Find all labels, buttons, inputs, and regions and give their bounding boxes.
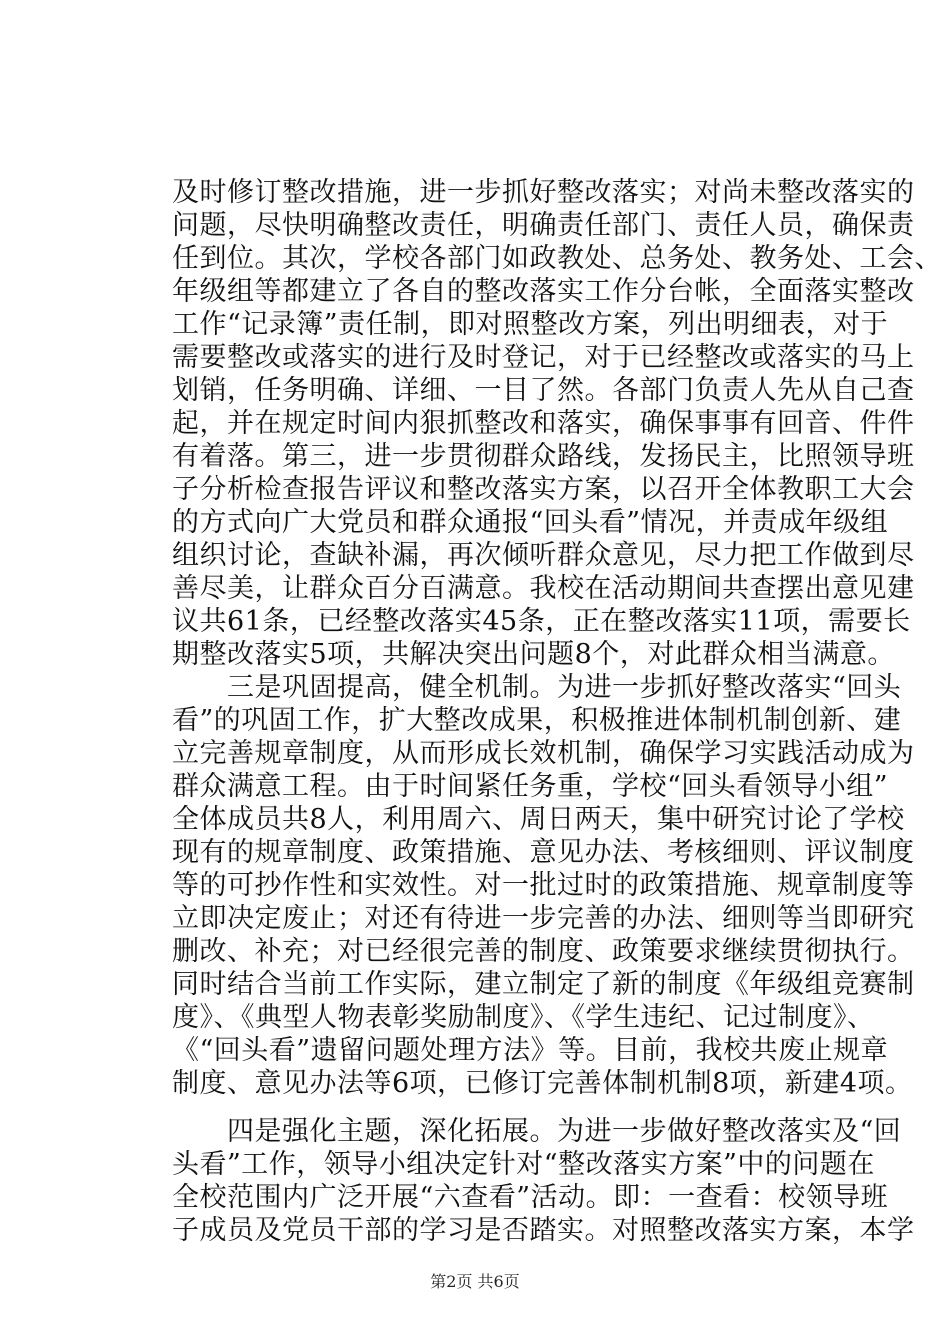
- body-text-line: 立完善规章制度，从而形成长效机制，确保学习实践活动成为: [172, 738, 915, 769]
- body-text-line: 群众满意工程。由于时间紧任务重，学校“回头看领导小组”: [172, 771, 889, 802]
- body-text-line: 子分析检查报告评议和整改落实方案，以召开全体教职工大会: [172, 474, 915, 505]
- body-text-line: 善尽美，让群众百分百满意。我校在活动期间共查摆出意见建: [172, 573, 915, 604]
- body-text-line: 等的可抄作性和实效性。对一批过时的政策措施、规章制度等: [172, 870, 915, 901]
- body-text-line: 问题，尽快明确整改责任，明确责任部门、责任人员，确保责: [172, 210, 915, 241]
- page-number-footer: 第2页 共6页: [430, 1272, 520, 1291]
- body-text-line: 删改、补充；对已经很完善的制度、政策要求继续贯彻执行。: [172, 936, 915, 967]
- body-text-line: 全体成员共8人，利用周六、周日两天，集中研究讨论了学校: [172, 804, 905, 835]
- body-text-line: 起，并在规定时间内狠抓整改和落实，确保事事有回音、件件: [172, 408, 915, 439]
- body-text-line: 头看”工作，领导小组决定针对“整改落实方案”中的问题在: [172, 1149, 875, 1180]
- body-text-line: 全校范围内广泛开展“六查看”活动。即：一查看：校领导班: [172, 1182, 889, 1213]
- body-text-line: 子成员及党员干部的学习是否踏实。对照整改落实方案，本学: [172, 1215, 915, 1246]
- body-text-line: 工作“记录簿”责任制，即对照整改方案，列出明细表，对于: [172, 309, 889, 340]
- body-text-line: 的方式向广大党员和群众通报“回头看”情况，并责成年级组: [172, 507, 889, 538]
- body-text-line: 四是强化主题，深化拓展。为进一步做好整改落实及“回: [172, 1116, 902, 1147]
- body-text-line: 议共61条，已经整改落实45条，正在整改落实11项，需要长: [172, 606, 911, 637]
- body-text-line: 立即决定废止；对还有待进一步完善的办法、细则等当即研究: [172, 903, 915, 934]
- body-text-line: 划销，任务明确、详细、一目了然。各部门负责人先从自己查: [172, 375, 915, 406]
- body-text-line: 有着落。第三，进一步贯彻群众路线，发扬民主，比照领导班: [172, 441, 915, 472]
- body-text-line: 制度、意见办法等6项，已修订完善体制机制8项，新建4项。: [172, 1068, 913, 1099]
- body-text-line: 年级组等都建立了各自的整改落实工作分台帐，全面落实整改: [172, 276, 915, 307]
- body-text-line: 同时结合当前工作实际，建立制定了新的制度《年级组竞赛制: [172, 969, 915, 1000]
- body-text-line: 需要整改或落实的进行及时登记，对于已经整改或落实的马上: [172, 342, 915, 373]
- body-text-line: 三是巩固提高，健全机制。为进一步抓好整改落实“回头: [172, 672, 902, 703]
- body-text-line: 及时修订整改措施，进一步抓好整改落实；对尚未整改落实的: [172, 177, 915, 208]
- body-text-line: 组织讨论，查缺补漏，再次倾听群众意见，尽力把工作做到尽: [172, 540, 915, 571]
- body-text-line: 期整改落实5项，共解决突出问题8个，对此群众相当满意。: [172, 639, 895, 670]
- body-text-line: 任到位。其次，学校各部门如政教处、总务处、教务处、工会、: [172, 243, 942, 274]
- body-text-line: 现有的规章制度、政策措施、意见办法、考核细则、评议制度: [172, 837, 915, 868]
- body-text-line: 《“回头看”遗留问题处理方法》等。目前，我校共废止规章: [172, 1035, 889, 1066]
- body-text-line: 度》、《典型人物表彰奖励制度》、《学生违纪、记过制度》、: [172, 1002, 875, 1033]
- body-text-line: 看”的巩固工作，扩大整改成果，积极推进体制机制创新、建: [172, 705, 902, 736]
